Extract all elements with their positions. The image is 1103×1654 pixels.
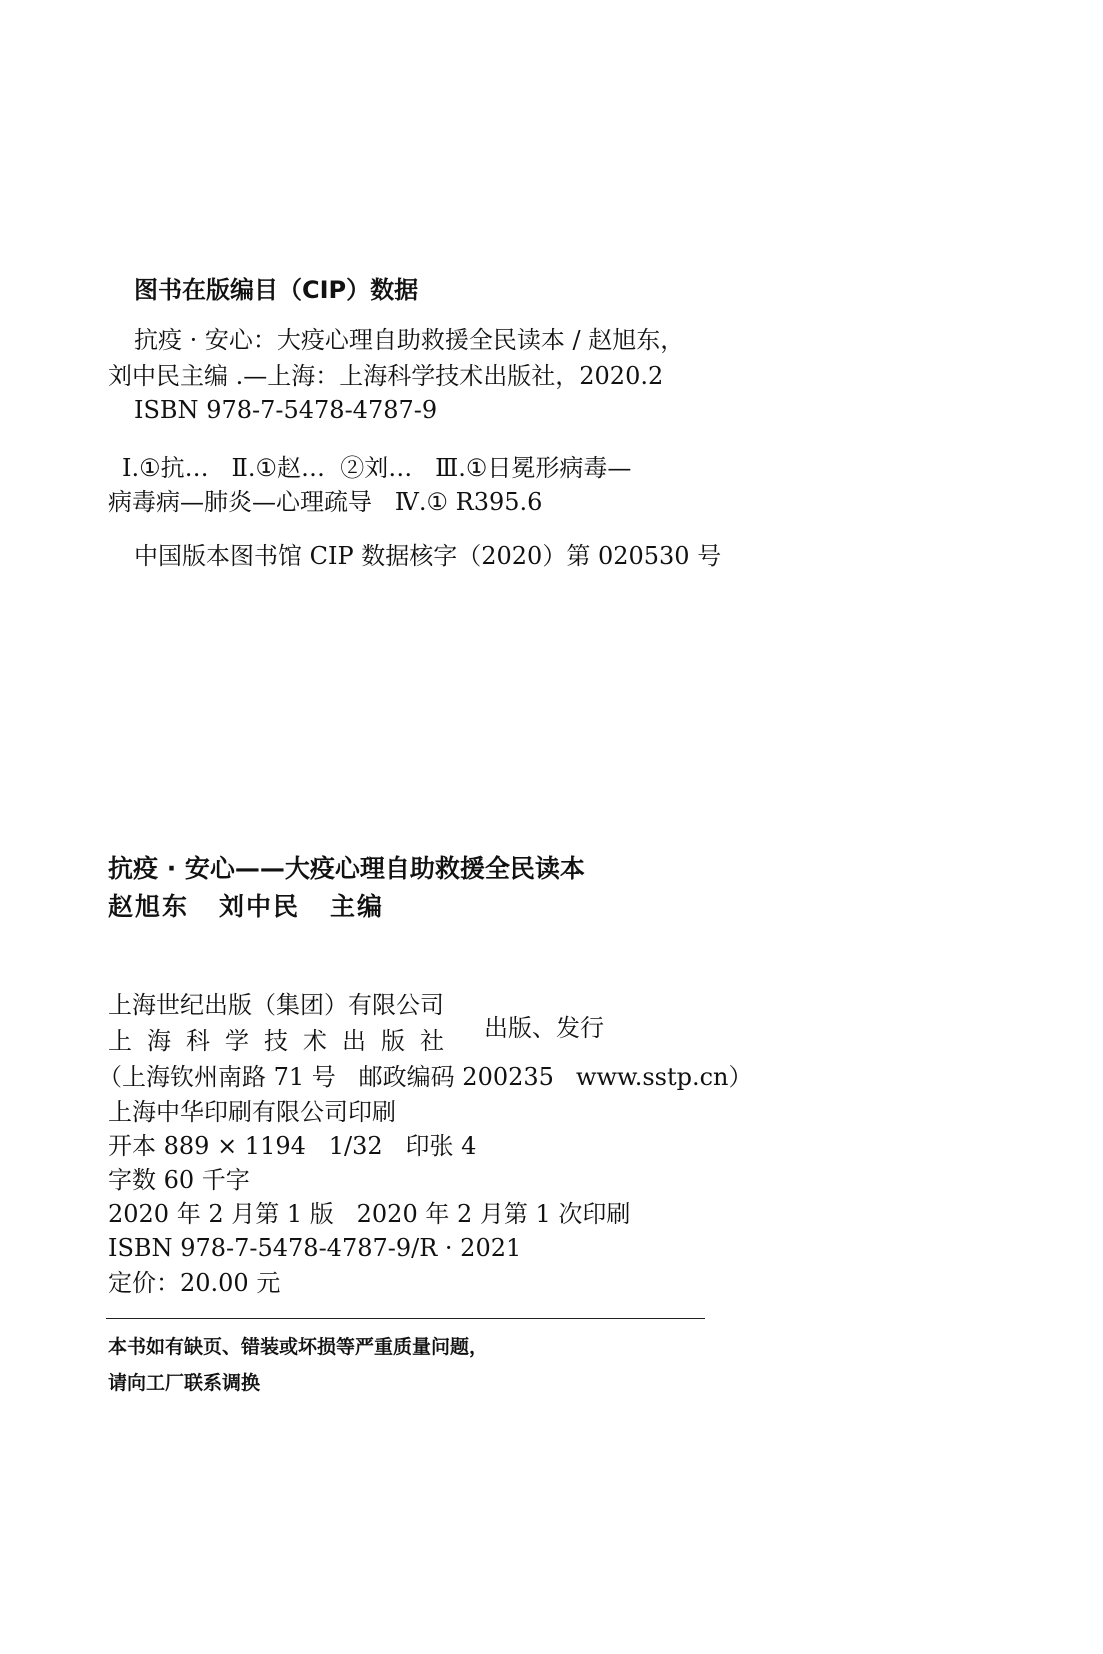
publisher-press: 上海科学技术出版社 bbox=[108, 1027, 459, 1055]
editor-role: 主编 bbox=[330, 892, 385, 921]
printer: 上海中华印刷有限公司印刷 bbox=[108, 1098, 396, 1126]
cip-classification-line-2: 病毒病—肺炎—心理疏导 Ⅳ.① R395.6 bbox=[108, 488, 543, 516]
quality-notice-line-1: 本书如有缺页、错装或坏损等严重质量问题， bbox=[108, 1336, 489, 1358]
cip-record-line-2: 刘中民主编 .—上海：上海科学技术出版社，2020.2 bbox=[108, 362, 664, 390]
cip-classification-line-1: Ⅰ.①抗… Ⅱ.①赵… ②刘… Ⅲ.①日冕形病毒— bbox=[122, 454, 632, 482]
price: 定价：20.00 元 bbox=[108, 1269, 281, 1297]
book-format: 开本 889 × 1194 1/32 印张 4 bbox=[108, 1132, 477, 1160]
cip-record-line-1: 抗疫 · 安心：大疫心理自助救援全民读本 / 赵旭东， bbox=[134, 326, 685, 354]
cip-heading: 图书在版编目（CIP）数据 bbox=[134, 276, 419, 304]
cip-ca-number: 中国版本图书馆 CIP 数据核字（2020）第 020530 号 bbox=[134, 542, 722, 570]
publisher-group: 上海世纪出版（集团）有限公司 bbox=[108, 991, 444, 1019]
edition-info: 2020 年 2 月第 1 版 2020 年 2 月第 1 次印刷 bbox=[108, 1200, 631, 1228]
publisher-street-postcode: （上海钦州南路 71 号 邮政编码 200235 bbox=[98, 1063, 554, 1091]
publisher-address bbox=[98, 1065, 753, 1089]
editor-name: 刘中民 bbox=[219, 892, 301, 921]
isbn-full: ISBN 978-7-5478-4787-9/R · 2021 bbox=[108, 1234, 522, 1262]
publisher-role: 出版、发行 bbox=[484, 1014, 604, 1042]
quality-notice-line-2: 请向工厂联系调换 bbox=[108, 1372, 261, 1394]
divider bbox=[106, 1318, 705, 1319]
word-count: 字数 60 千字 bbox=[108, 1166, 250, 1194]
publisher-website: www.sstp.cn） bbox=[575, 1063, 753, 1091]
book-title: 抗疫 · 安心——大疫心理自助救援全民读本 bbox=[108, 854, 585, 883]
cip-isbn: ISBN 978-7-5478-4787-9 bbox=[134, 396, 438, 424]
book-editors bbox=[108, 894, 384, 919]
editor-name: 赵旭东 bbox=[108, 892, 190, 921]
